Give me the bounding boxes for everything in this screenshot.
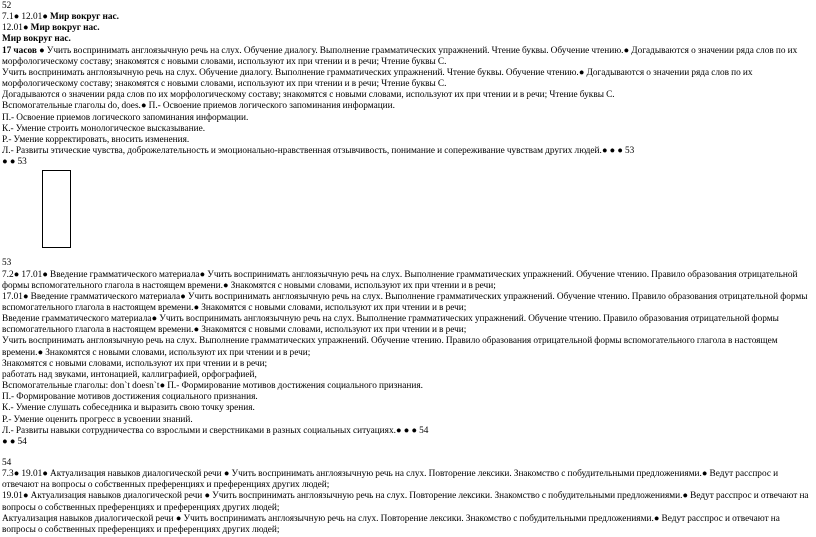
text-segment: 19.01● Актуализация навыков диалогической речи ● Учить воспринимать англоязычную речь на слух. Повторение лексики. Знакомство с побудительными предложениями.● Ведут расспрос и отвечают на вопросы о собственных преференциях и преференциях других людей; [2,491,809,513]
text-segment: ● ● 53 [2,157,27,168]
text-line [2,90,814,101]
text-line [2,270,814,292]
text-line [2,23,814,34]
text-line [2,514,814,536]
text-line [2,359,814,370]
text-line [2,1,814,12]
bold-text-segment: Мир вокруг нас. [30,23,100,34]
empty-frame-box [42,170,71,248]
text-segment: Учить воспринимать англоязычную речь на слух. Обучение диалогу. Выполнение грамматических упражнений. Чтение буквы. Обучение чтению.● Догадываются о значении ряда слов по их морфологическому составу; знакомятся с новыми словами, используют их при чтении и в речи; Чтение буквы С. [2,67,753,90]
text-line [2,426,814,437]
text-segment: Знакомятся с новыми словами, используют их при чтении и в речи; [2,358,268,369]
text-line [2,314,814,336]
text-line [2,113,814,124]
text-segment: 17.01● Введение грамматического материала● Учить воспринимать англоязычную речь на слух. Выполнение грамматических упражнений. Обучение чтению. Правило образования отрицательной формы вспомогательного глагола в настоящем времени.● Знакомятся с новыми словами, используют их при чтении и в речи; [2,291,808,313]
text-segment: Вспомогательные глаголы: don`t doesn`t● П.- Формирование мотивов достижения социального признания. [2,381,423,392]
text-segment: Учить воспринимать англоязычную речь на слух. Выполнение грамматических упражнений. Обучение чтению. Правило образования отрицательной формы вспомогательного глагола в настоящем времени.● Знакомятся с новыми словами, используют их при чтении и в речи; [2,336,778,358]
blank-spacer [2,248,814,258]
text-segment: П.- Освоение приемов логического запоминания информации. [2,112,249,123]
text-segment: Догадываются о значении ряда слов по их морфологическому составу; знакомятся с новыми словами, используют их при чтении и в речи; Чтение буквы С. [2,90,615,101]
text-line [2,34,814,45]
text-line [2,381,814,392]
text-segment: ● ● 54 [2,436,27,447]
bold-text-segment: Мир вокруг нас. [2,34,71,45]
text-segment: 7.3● 19.01● Актуализация навыков диалогической речи ● Учить воспринимать англоязычную речь на слух. Повторение лексики. Знакомство с побудительными предложениями.● Ведут расспрос и отвечают на вопросы о собственных преференциях и преференциях других людей; [2,469,779,491]
text-line [2,157,814,168]
text-line [2,46,814,68]
text-segment: 54 [2,458,12,468]
bold-text-segment: Мир вокруг нас. [50,12,119,23]
blank-spacer [2,448,814,458]
text-segment: 53 [2,258,12,269]
text-segment: ● Учить воспринимать англоязычную речь на слух. Обучение диалогу. Выполнение грамматических упражнений. Чтение буквы. Обучение чтению.● Догадываются о значении ряда слов по их морфологическому составу; знакомятся с новыми словами, используют их при чтении и в речи; Чтение буквы С. [2,45,798,67]
bold-text-segment: 17 часов [2,45,37,56]
text-segment: Л.- Развиты этические чувства, доброжелательность и эмоционально-нравственная отзывчивость, понимание и сопереживание чувствам других людей.● ● ● 53 [2,146,635,157]
text-line [2,12,814,23]
text-segment: 52 [2,1,12,11]
text-segment: Вспомогательные глаголы do, does.● П.- Освоение приемов логического запоминания информации. [2,101,395,112]
text-line [2,68,814,90]
text-segment: Р.- Умение оценить прогресс в усвоении знаний. [2,414,193,425]
text-segment: Р.- Умение корректировать, вносить изменения. [2,134,190,145]
text-line [2,124,814,135]
text-line [2,135,814,146]
text-segment: 7.1● 12.01● [2,12,51,23]
text-segment: 12.01● [2,23,31,34]
text-line [2,370,814,381]
text-segment: К.- Умение слушать собеседника и выразить свою точку зрения. [2,403,255,414]
text-line [2,437,814,448]
text-line [2,458,814,469]
text-segment: Актуализация навыков диалогической речи ● Учить воспринимать англоязычную речь на слух. Повторение лексики. Знакомство с побудительными предложениями.● Ведут расспрос и отвечают на вопросы о собственных преференциях и преференциях других людей; [2,513,780,535]
text-line [2,146,814,157]
text-line [2,469,814,491]
text-segment: К.- Умение строить монологическое высказывание. [2,123,206,134]
text-line [2,415,814,426]
text-line [2,101,814,112]
text-line [2,403,814,414]
text-segment: П.- Формирование мотивов достижения социального признания. [2,392,258,403]
text-line [2,292,814,314]
text-segment: Л.- Развиты навыки сотрудничества со взрослыми и сверстниками в разных социальных ситуациях.● ● ● 54 [2,425,429,436]
text-line [2,392,814,403]
document-body [2,1,814,536]
text-segment: работать над звуками, интонацией, каллиграфией, орфографией, [2,369,257,380]
text-segment: Введение грамматического материала● Учить воспринимать англоязычную речь на слух. Выполнение грамматических упражнений. Обучение чтению. Правило образования отрицательной формы вспомогательного глагола в настоящем времени.● Знакомятся с новыми словами, используют их при чтении и в речи; [2,314,779,336]
text-line [2,258,814,269]
text-line [2,491,814,513]
text-line [2,336,814,358]
text-segment: 7.2● 17.01● Введение грамматического материала● Учить воспринимать англоязычную речь на слух. Выполнение грамматических упражнений. Обучение чтению. Правило образования отрицательной формы вспомогательного глагола в настоящем времени.● Знакомятся с новыми словами, используют их при чтении и в речи; [2,269,798,291]
